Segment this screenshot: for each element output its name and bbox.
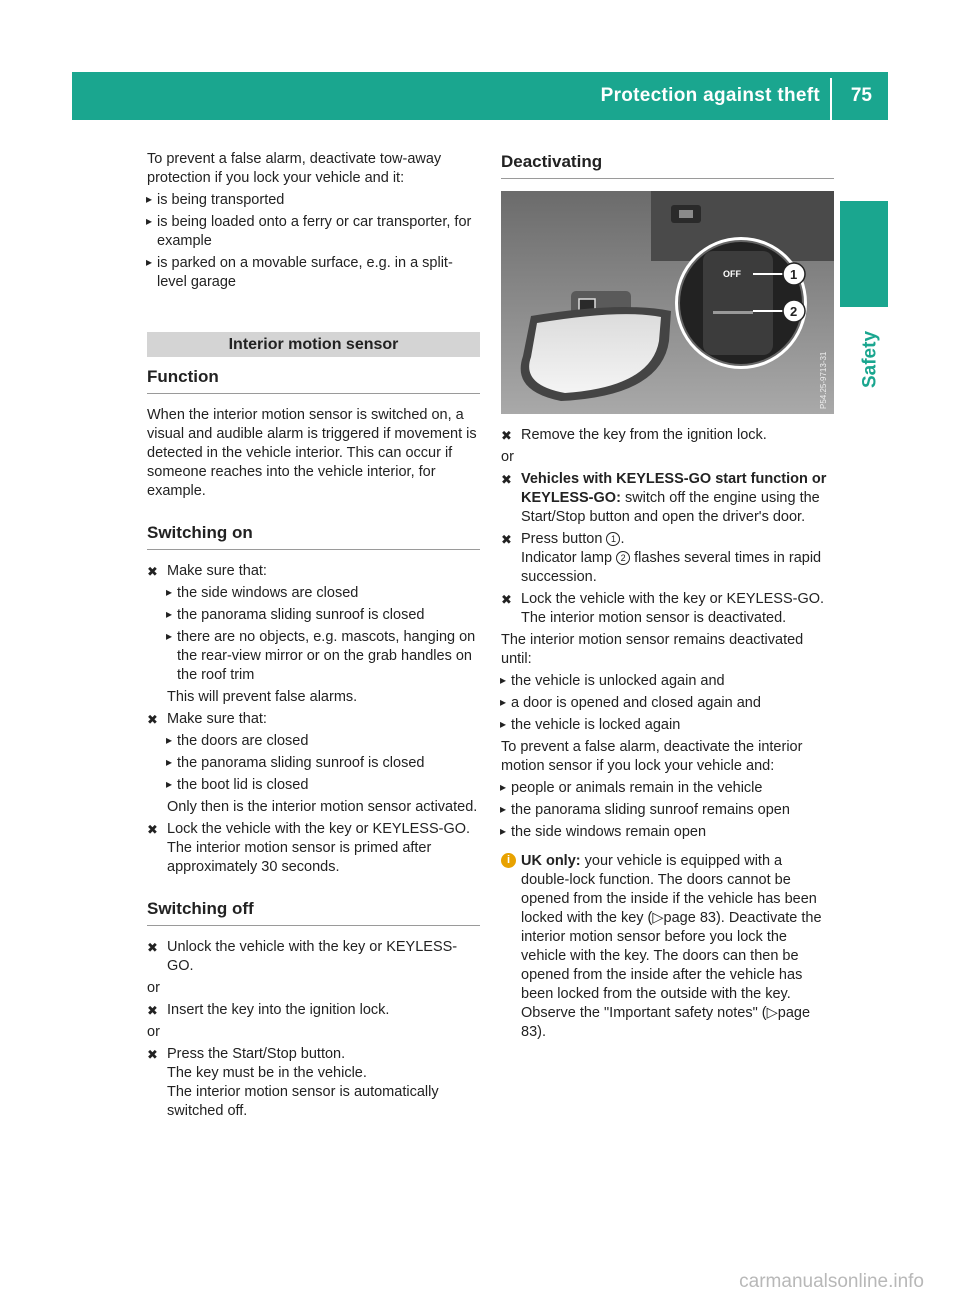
list-item: ▸ the panorama sliding sunroof remains open (501, 801, 834, 820)
step-text: Make sure that: (167, 563, 267, 579)
figure-code: P54.25-9713-31 (819, 351, 828, 409)
step-text: Make sure that: (167, 711, 267, 727)
step-item (147, 820, 480, 877)
step-arrow-icon: ✖ (501, 428, 512, 443)
page-title: Protection against theft (600, 85, 820, 106)
step-note: The interior motion sensor is automatically switched off. (167, 1084, 439, 1119)
function-text: When the interior motion sensor is switched on, a visual and audible alarm is triggered if movement is detected in the vehicle interior. This can occur if someone reaches into the vehicle interior, for example. (147, 407, 477, 499)
step-text (521, 530, 834, 587)
step-item (501, 470, 834, 527)
remains-text: The interior motion sensor remains deactivated until: (501, 632, 804, 667)
right-column (501, 150, 834, 1042)
header-divider (830, 78, 832, 120)
left-column (147, 150, 480, 1124)
step-note: Only then is the interior motion sensor activated. (167, 799, 478, 815)
step-text-part: Indicator lamp (521, 550, 613, 566)
step-rest-text: switch off the engine using the Start/Stop button and open the driver's door. (521, 490, 820, 525)
step-text-part: flashes several times in rapid succession. (521, 550, 822, 585)
step-bold-text: Vehicles with KEYLESS-GO start function or KEYLESS-GO: (521, 471, 827, 506)
list-item: ▸ the doors are closed (167, 732, 480, 751)
list-item: ▸ the side windows are closed (167, 584, 480, 603)
info-text: ). (537, 1024, 546, 1040)
step-item (147, 938, 480, 976)
prevent-text: To prevent a false alarm, deactivate the interior motion sensor if you lock your vehicle and: (501, 739, 803, 774)
info-bold: UK only: (521, 853, 581, 869)
step-arrow-icon: ✖ (147, 712, 158, 727)
list-item: ▸ there are no objects, e.g. mascots, hanging on the rear-view mirror or on the grab handles on the roof trim (167, 628, 480, 685)
step-note: The key must be in the vehicle. (167, 1065, 367, 1081)
step-item (501, 590, 834, 628)
step-item (501, 530, 834, 587)
list-item: ▸ the side windows remain open (501, 823, 834, 842)
page-ref-icon: ▷ (766, 1005, 778, 1021)
step-item (147, 562, 480, 707)
page-link[interactable]: page 83 (663, 910, 716, 926)
step-arrow-icon: ✖ (147, 822, 158, 837)
info-icon: i (501, 853, 516, 868)
or-text: or (501, 449, 514, 465)
step-text: Remove the key from the ignition lock. (521, 427, 767, 443)
step-item (147, 710, 480, 817)
step-arrow-icon: ✖ (147, 564, 158, 579)
step-note: This will prevent false alarms. (167, 689, 358, 705)
step-text-part: Press button (521, 531, 603, 547)
side-tab-marker (840, 201, 888, 307)
section-band (147, 332, 480, 357)
figure-off-label: OFF (723, 269, 741, 279)
step-note: The interior motion sensor is primed after approximately 30 seconds. (167, 840, 432, 875)
step-note: The interior motion sensor is deactivated. (521, 610, 787, 626)
or-text: or (147, 980, 160, 996)
step-text: Lock the vehicle with the key or KEYLESS-GO. (167, 821, 471, 837)
list-item: ▸ is being transported (147, 191, 480, 210)
callout-ref-1: 1 (606, 532, 620, 546)
list-item: ▸ a door is opened and closed again and (501, 694, 834, 713)
list-item: ▸ the panorama sliding sunroof is closed (167, 606, 480, 625)
step-item (501, 426, 834, 445)
step-item (147, 1045, 480, 1121)
list-item: ▸ people or animals remain in the vehicle (501, 779, 834, 798)
info-text: ). Deactivate the interior motion sensor before you lock the vehicle with the key. The doors can then be opened from the inside after the vehicle has been locked from the outside with the key. Observe the "Important safety notes" ( (521, 910, 822, 1021)
heading-switching-on: Switching on (147, 523, 480, 550)
list-item: ▸ the panorama sliding sunroof is closed (167, 754, 480, 773)
figure-illustration (501, 191, 834, 414)
info-text: your vehicle is equipped with a double-lock function. The doors cannot be opened from the inside if the vehicle has been locked with the key ( (521, 853, 817, 926)
intro-text: To prevent a false alarm, deactivate tow-away protection if you lock your vehicle and it: (147, 151, 442, 186)
step-text-part: . (620, 531, 625, 547)
page-link[interactable]: page 83 (521, 1005, 811, 1040)
step-arrow-icon: ✖ (147, 1003, 158, 1018)
figure-overhead-control-panel (501, 191, 834, 414)
heading-function: Function (147, 367, 480, 394)
callout-ref-2: 2 (616, 551, 630, 565)
step-arrow-icon: ✖ (501, 592, 512, 607)
header-bar (72, 72, 888, 120)
step-arrow-icon: ✖ (147, 1047, 158, 1062)
step-item (147, 1001, 480, 1020)
list-item: ▸ the vehicle is locked again (501, 716, 834, 735)
step-text (521, 470, 834, 527)
page-ref-icon: ▷ (652, 910, 664, 926)
list-item: ▸ the vehicle is unlocked again and (501, 672, 834, 691)
heading-deactivating: Deactivating (501, 152, 834, 179)
callout-1: 1 (790, 267, 798, 282)
side-tab-text: Safety (859, 330, 881, 389)
info-note (501, 852, 834, 1042)
callout-2: 2 (790, 304, 798, 319)
section-band-title: Interior motion sensor (228, 336, 399, 353)
side-tab-label (856, 320, 880, 400)
page-number: 75 (850, 85, 872, 106)
or-text: or (147, 1024, 160, 1040)
step-text: Unlock the vehicle with the key or KEYLESS-GO. (167, 939, 458, 974)
step-text: Insert the key into the ignition lock. (167, 1002, 390, 1018)
step-arrow-icon: ✖ (147, 940, 158, 955)
heading-switching-off: Switching off (147, 899, 480, 926)
step-arrow-icon: ✖ (501, 532, 512, 547)
list-item: ▸ the boot lid is closed (167, 776, 480, 795)
watermark: carmanualsonline.info (739, 1271, 924, 1292)
list-item: ▸ is being loaded onto a ferry or car transporter, for example (147, 213, 480, 251)
step-text: Lock the vehicle with the key or KEYLESS-GO. (521, 591, 825, 607)
step-arrow-icon: ✖ (501, 472, 512, 487)
step-text: Press the Start/Stop button. (167, 1046, 346, 1062)
list-item: ▸ is parked on a movable surface, e.g. in a split-level garage (147, 254, 480, 292)
